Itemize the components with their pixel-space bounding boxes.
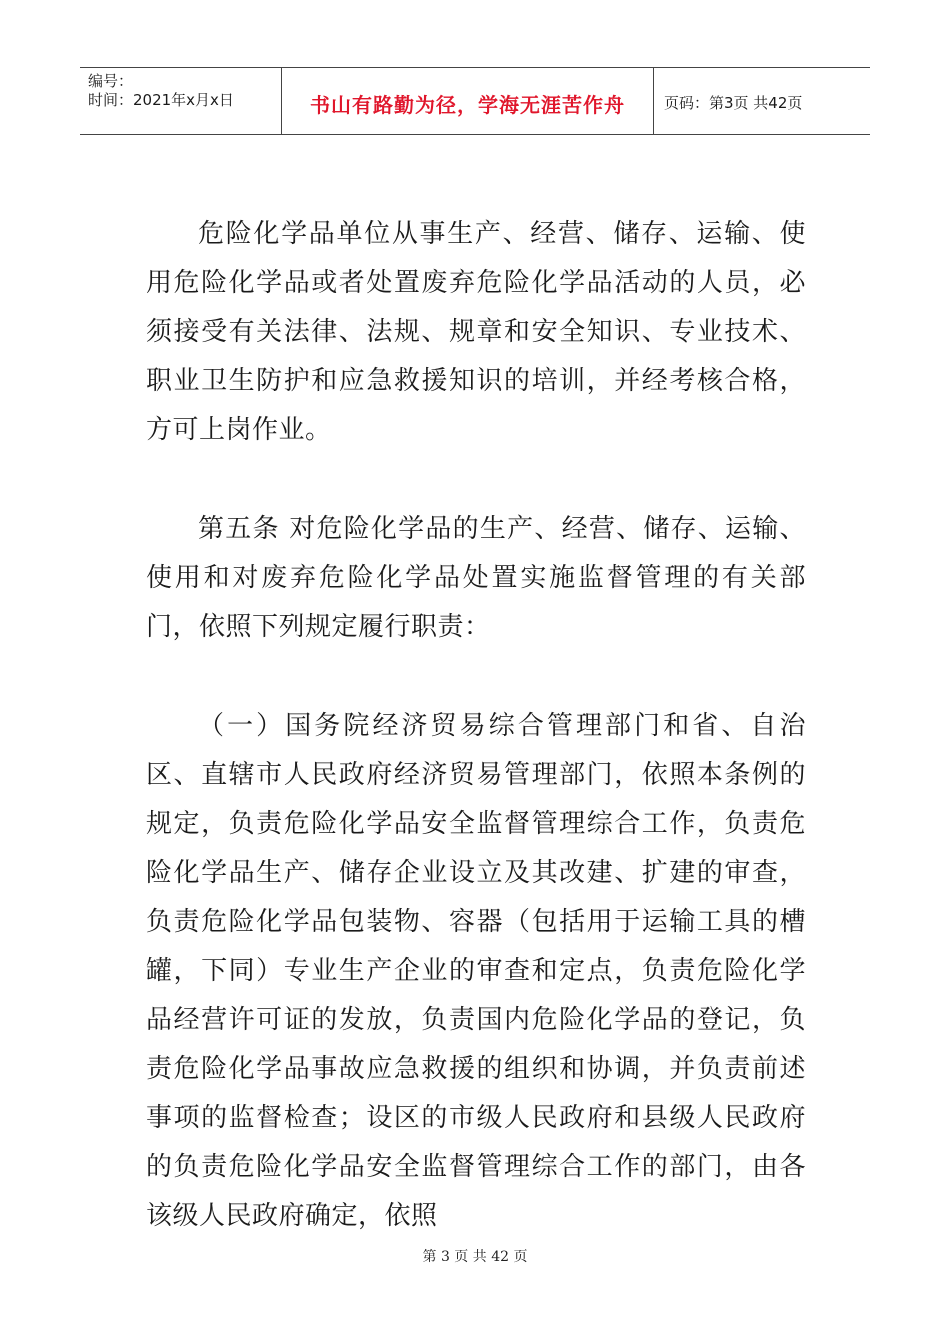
header-motto: 书山有路勤为径，学海无涯苦作舟: [282, 68, 654, 134]
document-time-label: 时间：2021年x月x日: [88, 91, 234, 109]
paragraph-1: 危险化学品单位从事生产、经营、储存、运输、使用危险化学品或者处置废弃危险化学品活动的人员，必须接受有关法律、法规、规章和安全知识、专业技术、职业卫生防护和应急救援知识的培训，并经考核合格，方可上岗作业。: [146, 219, 806, 445]
paragraph-2: 第五条 对危险化学品的生产、经营、储存、运输、使用和对废弃危险化学品处置实施监督管理的有关部门，依照下列规定履行职责：: [146, 514, 806, 642]
page-header: [80, 67, 870, 135]
header-meta: [80, 68, 282, 134]
header-page-info: 页码：第3页 共42页: [664, 93, 803, 112]
document-number-label: 编号：: [88, 72, 134, 90]
paragraph-3: （一）国务院经济贸易综合管理部门和省、自治区、直辖市人民政府经济贸易管理部门，依照本条例的规定，负责危险化学品安全监督管理综合工作，负责危险化学品生产、储存企业设立及其改建、扩建的审查，负责危险化学品包装物、容器（包括用于运输工具的槽罐，下同）专业生产企业的审查和定点，负责危险化学品经营许可证的发放，负责国内危险化学品的登记，负责危险化学品事故应急救援的组织和协调，并负责前述事项的监督检查；设区的市级人民政府和县级人民政府的负责危险化学品安全监督管理综合工作的部门，由各该级人民政府确定，依照: [146, 711, 806, 1231]
document-body: [146, 210, 806, 1291]
page-footer: 第 3 页 共 42 页: [422, 1249, 528, 1265]
